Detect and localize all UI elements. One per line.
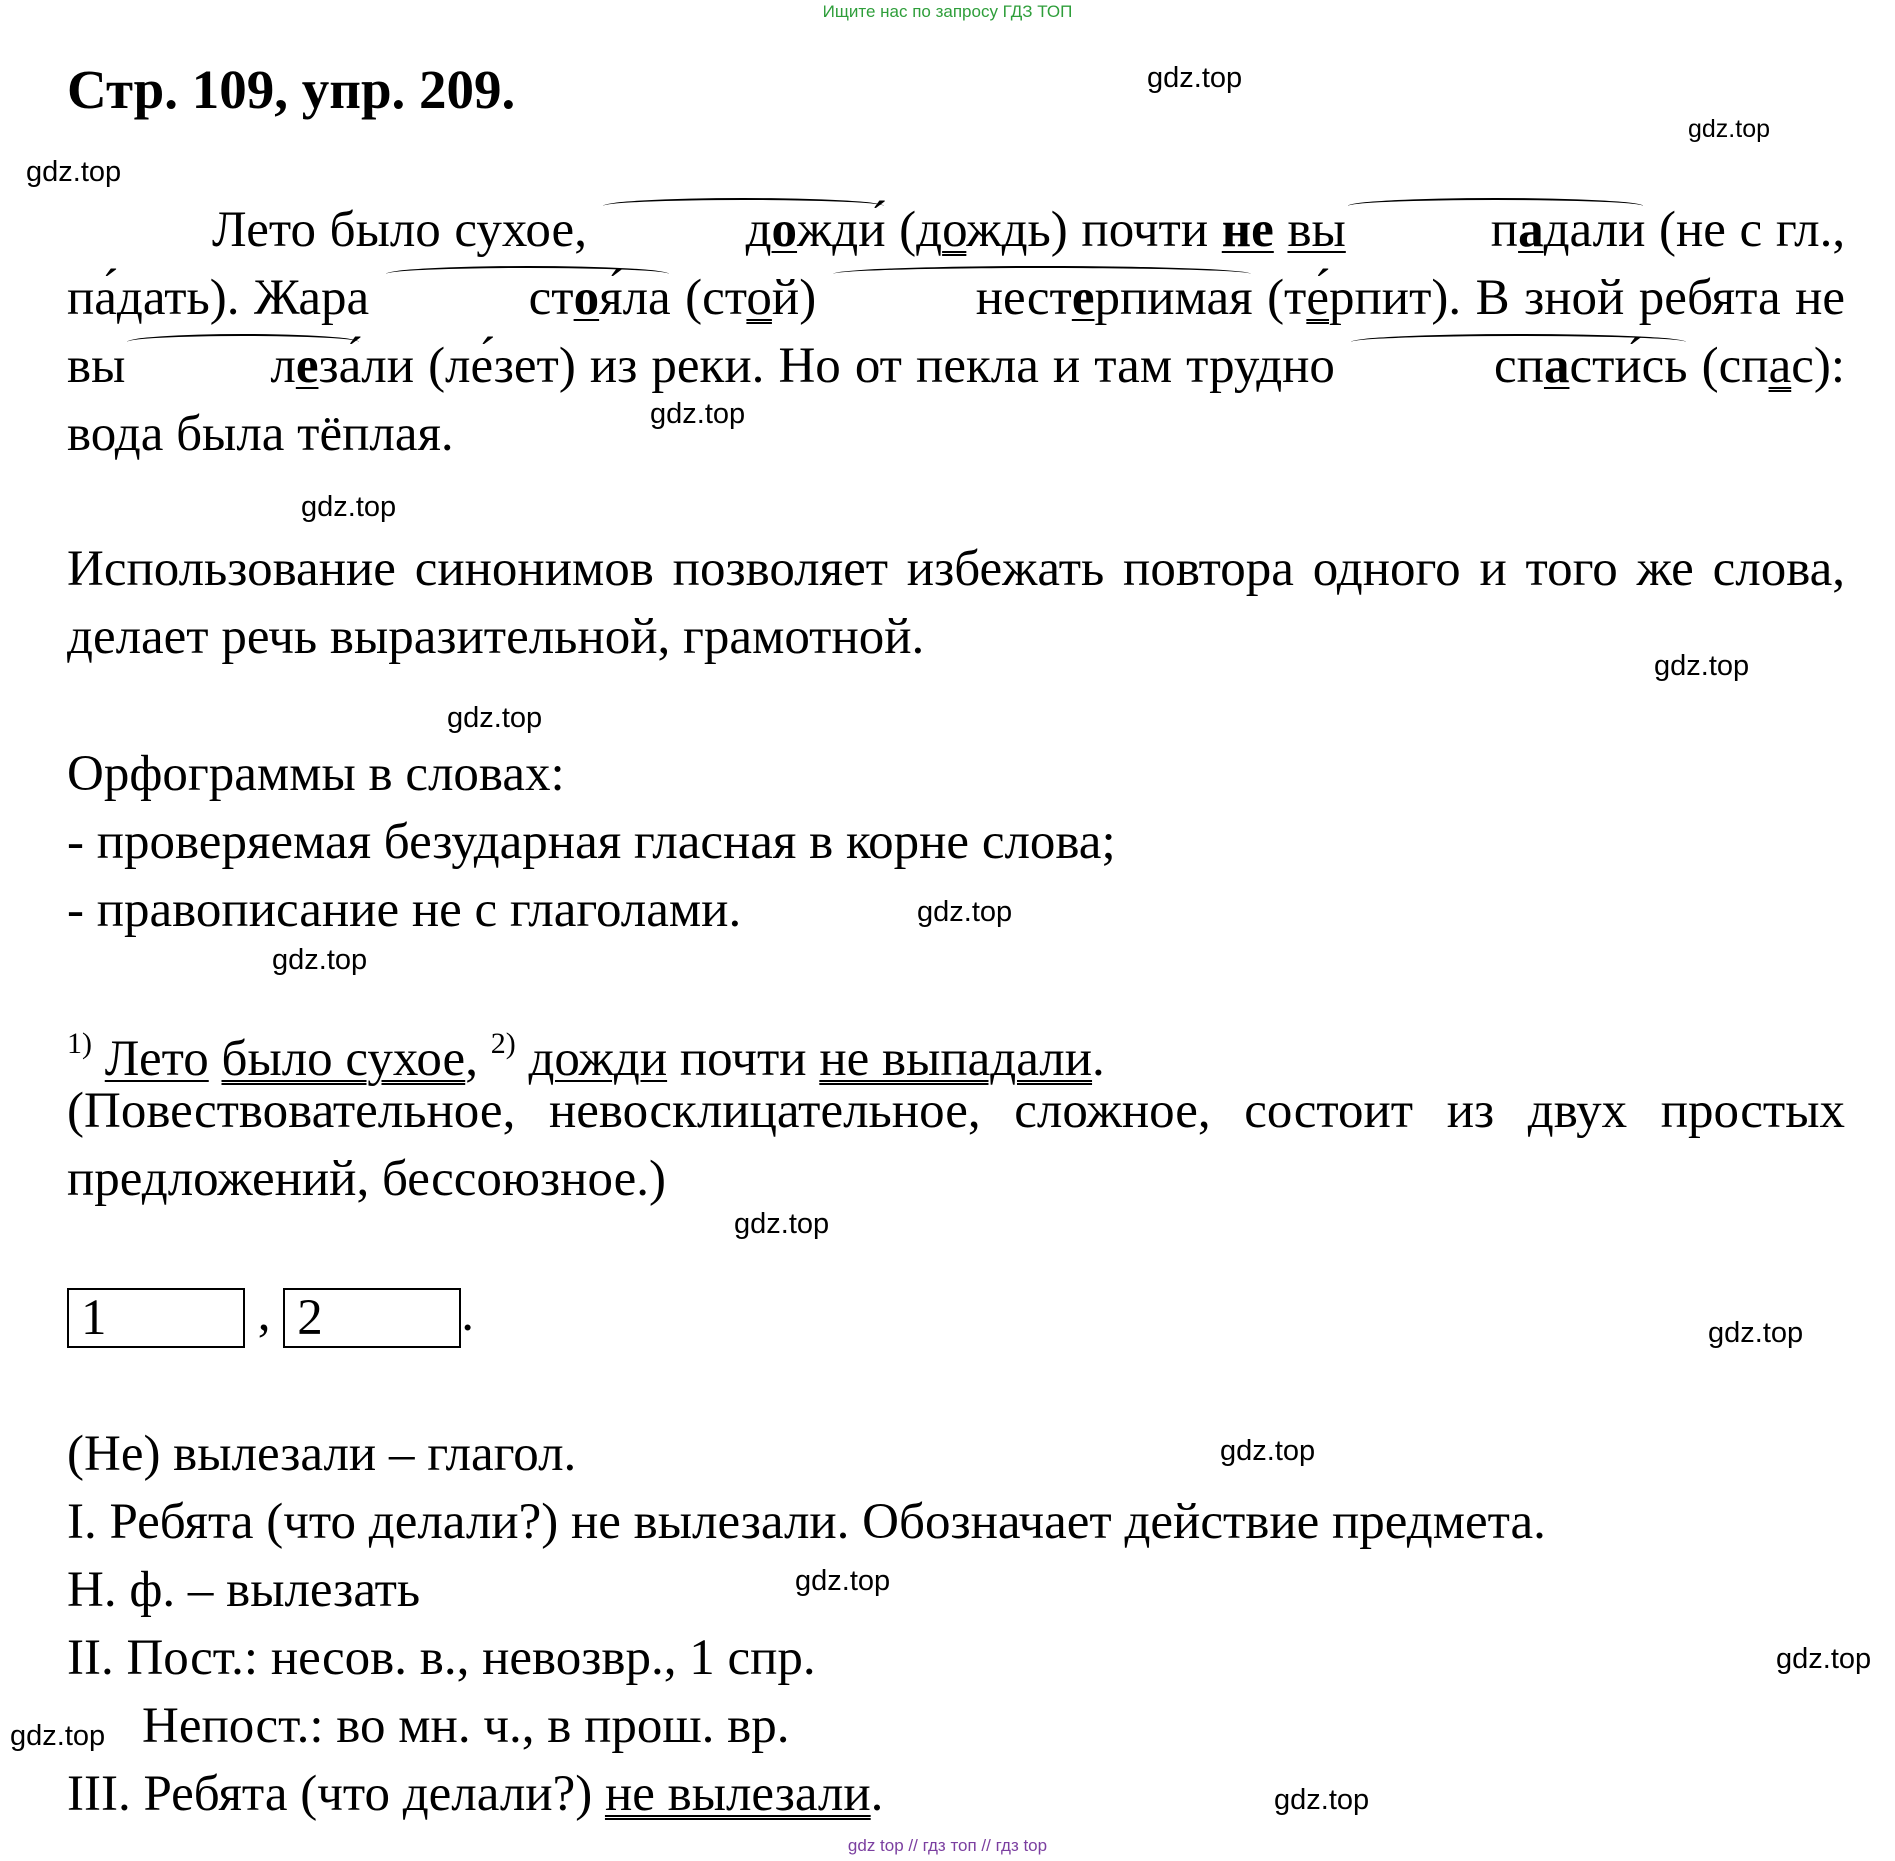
- watermark: gdz.top: [301, 491, 397, 523]
- watermark: gdz.top: [1776, 1643, 1872, 1675]
- predicate: было сухое: [221, 1031, 466, 1087]
- top-banner: Ищите нас по запросу ГДЗ ТОП: [822, 2, 1073, 21]
- morph-line: (Не) вылезали – глагол.: [67, 1426, 577, 1482]
- check-word: [685, 270, 816, 326]
- word-arc: [831, 264, 1253, 332]
- watermark: gdz.top: [26, 156, 122, 188]
- subject: дожди: [528, 1031, 668, 1087]
- watermark: gdz.top: [1220, 1435, 1316, 1467]
- text-fragment: сп: [1494, 338, 1544, 394]
- text-fragment: вы: [1287, 202, 1346, 258]
- text-fragment: я́ла: [599, 270, 671, 326]
- exercise-text: [67, 196, 1845, 468]
- page-title: Стр. 109, упр. 209.: [67, 59, 516, 120]
- orthogram-letter: о: [573, 270, 600, 326]
- text-fragment: .: [1092, 1031, 1105, 1087]
- text-fragment: вы: [67, 338, 126, 394]
- text-fragment: ли: [361, 338, 414, 394]
- word-arc: [1346, 196, 1646, 264]
- text-fragment: ,: [465, 1031, 478, 1087]
- text-fragment: сти́: [1569, 338, 1642, 394]
- check-word: [899, 202, 1068, 258]
- text-fragment: (ст: [685, 270, 747, 326]
- text-fragment: .: [461, 1286, 474, 1342]
- text-fragment: д: [745, 202, 772, 258]
- watermark: gdz.top: [650, 398, 746, 430]
- check-letter: о: [942, 202, 967, 258]
- orthogram-letter: а: [1543, 338, 1570, 394]
- morph-line: I. Ребята (что делали?) не вылезали. Обозначает действие предмета.: [67, 1494, 1546, 1550]
- check-letter: а: [1768, 338, 1792, 394]
- word: [1287, 202, 1645, 258]
- text-fragment: (д: [899, 202, 943, 258]
- predicate: не выпадали: [819, 1031, 1093, 1087]
- text-fragment: ст: [528, 270, 574, 326]
- clause-number: 2): [490, 1027, 516, 1060]
- text-fragment: дали: [1543, 202, 1646, 258]
- check-letter: е: [1306, 270, 1329, 326]
- text-fragment: й): [771, 270, 817, 326]
- watermark: gdz.top: [1688, 115, 1771, 143]
- watermark: gdz.top: [1274, 1784, 1370, 1816]
- text-fragment: и́: [858, 202, 886, 258]
- orthogram-item: - правописание не с глаголами.: [67, 882, 742, 938]
- sentence-description: (Повествовательное, невосклицательное, сложное, состоит из двух простых предложений, бессоюзное.): [67, 1083, 1845, 1207]
- text-fragment: па́дать). Жара: [67, 270, 370, 326]
- text-fragment: рпимая: [1094, 270, 1253, 326]
- orthogram-letter: о: [771, 202, 798, 258]
- morph-line: Непост.: во мн. ч., в прош. вр.: [142, 1698, 790, 1754]
- orthogram-item: - проверяемая безударная гласная в корне слова;: [67, 814, 1116, 870]
- word: [67, 338, 414, 394]
- watermark: gdz.top: [10, 1720, 106, 1752]
- watermark: gdz.top: [1708, 1317, 1804, 1349]
- text-fragment: за́: [318, 338, 362, 394]
- text-fragment: (не с гл.,: [1659, 202, 1846, 258]
- check-word: [1267, 270, 1845, 326]
- subject: Лето: [104, 1031, 209, 1087]
- scheme-box: 1: [67, 1288, 245, 1348]
- watermark: gdz.top: [1147, 62, 1243, 94]
- watermark: gdz.top: [272, 944, 368, 976]
- text-fragment: с): вода: [67, 338, 1846, 462]
- orthograms-heading: Орфограммы в словах:: [67, 746, 565, 802]
- word-arc: [384, 264, 671, 332]
- text-fragment: нест: [975, 270, 1072, 326]
- text-fragment: Лето было сухое,: [212, 202, 587, 258]
- text-fragment: почти: [1081, 202, 1209, 258]
- watermark: gdz.top: [734, 1208, 830, 1240]
- orthogram-letter: е: [1071, 270, 1095, 326]
- morph-line: II. Пост.: несов. в., невозвр., 1 спр.: [67, 1630, 816, 1686]
- check-letter: о: [746, 270, 772, 326]
- watermark: gdz.top: [917, 896, 1013, 928]
- word-arc: [125, 332, 361, 400]
- text-fragment: .: [870, 1766, 884, 1822]
- text-fragment: почти: [679, 1031, 807, 1087]
- text-fragment: сь: [1641, 338, 1688, 394]
- text-fragment: ждь): [966, 202, 1068, 258]
- orthogram-letter: а: [1518, 202, 1544, 258]
- text-fragment: (т: [1267, 270, 1307, 326]
- text-fragment: (ле́зет) из реки. Но от пекла и там трудно: [428, 338, 1335, 394]
- scheme-box: 2: [283, 1288, 461, 1348]
- text-fragment: ,: [257, 1286, 271, 1342]
- text-fragment: жд: [797, 202, 859, 258]
- clause-number: 1): [67, 1027, 92, 1060]
- text-fragment: III. Ребята (что делали?): [67, 1766, 593, 1822]
- orthogram-ne: не: [1221, 202, 1274, 258]
- sentence-scheme: [67, 1280, 474, 1348]
- text-fragment: была тёплая.: [176, 406, 454, 462]
- word-arc: [1349, 332, 1688, 400]
- word-arc: [601, 196, 886, 264]
- watermark: gdz.top: [447, 702, 543, 734]
- watermark: gdz.top: [795, 1565, 891, 1597]
- morph-line: Н. ф. – вылезать: [67, 1562, 421, 1618]
- text-fragment: (сп: [1701, 338, 1769, 394]
- predicate: не вылезали: [604, 1766, 871, 1822]
- watermark: gdz.top: [1654, 650, 1750, 682]
- orthogram-letter: е: [295, 338, 319, 394]
- bottom-banner: gdz top // гдз топ // гдз top: [847, 1836, 1048, 1855]
- morph-line: [67, 1760, 883, 1828]
- text-fragment: ́рпит). В зной ребята не: [1328, 270, 1846, 326]
- text-fragment: п: [1490, 202, 1519, 258]
- text-fragment: л: [270, 338, 296, 394]
- synonyms-paragraph: Использование синонимов позволяет избежать повтора одного и того же слова, делает речь выразительной, грамотной.: [67, 541, 1845, 665]
